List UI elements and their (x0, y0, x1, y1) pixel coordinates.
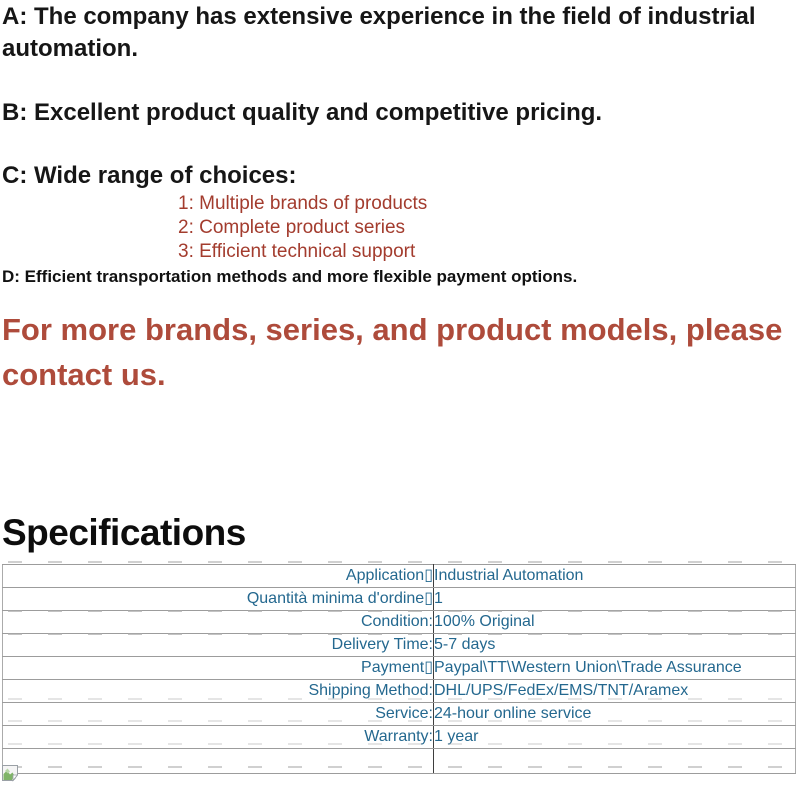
spec-value: 1 year (434, 726, 796, 749)
table-row (3, 703, 796, 726)
promo-heading (0, 307, 800, 397)
broken-image-icon (2, 765, 18, 782)
promo-line1: For more brands, series, and product models, please (2, 312, 783, 347)
choice-item-1: 1: Multiple brands of products (178, 193, 428, 214)
table-row (3, 726, 796, 749)
paragraph-b: B: Excellent product quality and competitive pricing. (2, 99, 603, 126)
choice-list (0, 192, 800, 264)
spec-label: Application▯ (3, 565, 434, 588)
table-row (3, 611, 796, 634)
table-row-empty (3, 749, 796, 774)
choice-item-2: 2: Complete product series (178, 217, 406, 238)
spec-label-empty (3, 749, 434, 774)
spec-value-empty (434, 749, 796, 774)
spec-label: Quantità minima d'ordine▯ (3, 588, 434, 611)
table-row (3, 634, 796, 657)
spec-label: Payment▯ (3, 657, 434, 680)
spec-label: Shipping Method: (3, 680, 434, 703)
table-row (3, 657, 796, 680)
spec-label: Service: (3, 703, 434, 726)
table-row (3, 588, 796, 611)
table-row (3, 680, 796, 703)
spec-value: 100% Original (434, 611, 796, 634)
table-row (3, 565, 796, 588)
specifications-table (2, 564, 796, 774)
spec-label: Warranty: (3, 726, 434, 749)
paragraph-a-line2: automation. (2, 35, 138, 62)
paragraph-d: D: Efficient transportation methods and more flexible payment options. (2, 267, 578, 286)
spec-value: Industrial Automation (434, 565, 796, 588)
spec-label: Delivery Time: (3, 634, 434, 657)
spec-value: Paypal\TT\Western Union\Trade Assurance (434, 657, 796, 680)
paragraph-a-line1: A: The company has extensive experience in the field of industrial (2, 3, 756, 30)
specifications-title: Specifications (2, 512, 246, 553)
paragraph-c: C: Wide range of choices: (2, 162, 297, 189)
choice-item-3: 3: Efficient technical support (178, 241, 416, 262)
artifact-dashes (8, 561, 792, 563)
spec-value: 5-7 days (434, 634, 796, 657)
promo-line2: contact us. (2, 357, 166, 392)
spec-value: DHL/UPS/FedEx/EMS/TNT/Aramex (434, 680, 796, 703)
spec-label: Condition: (3, 611, 434, 634)
spec-value: 24-hour online service (434, 703, 796, 726)
spec-value: 1 (434, 588, 796, 611)
